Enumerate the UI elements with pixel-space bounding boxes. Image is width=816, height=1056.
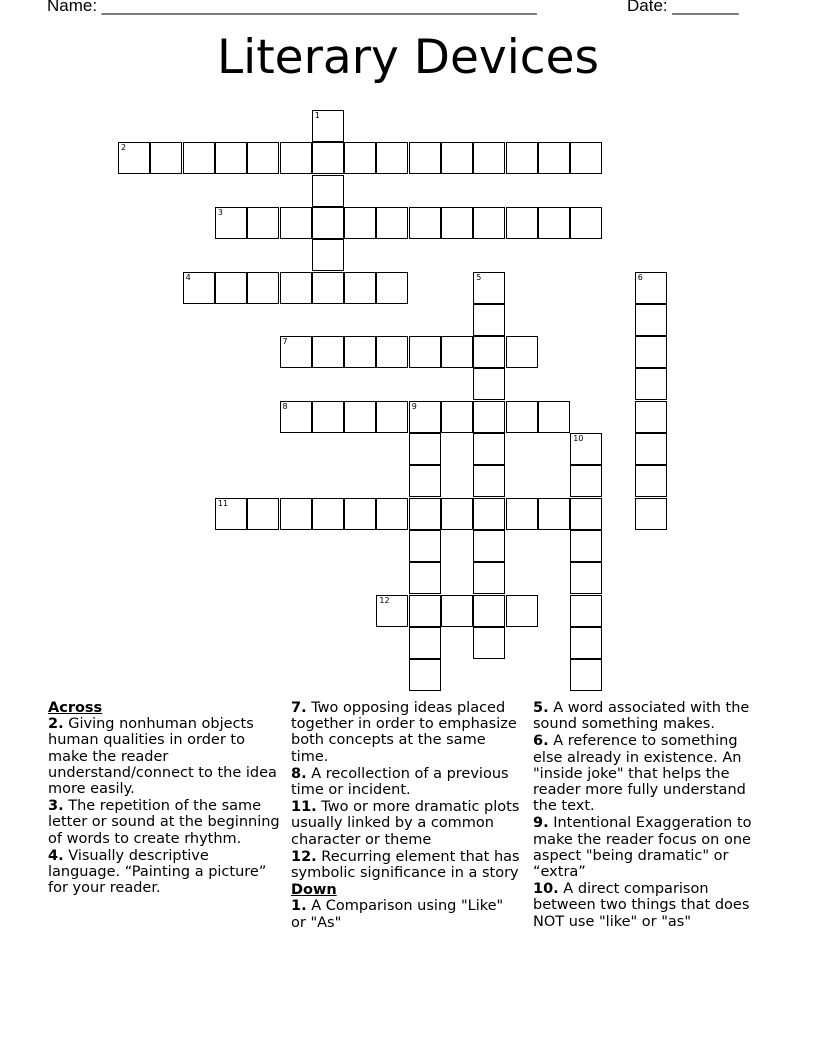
clue-column-1 (48, 700, 284, 897)
grid-cell[interactable] (409, 142, 441, 174)
grid-cell[interactable] (409, 336, 441, 368)
grid-cell[interactable] (409, 530, 441, 562)
grid-cell[interactable] (409, 562, 441, 594)
grid-cell[interactable] (280, 498, 312, 530)
cell-number: 1 (314, 111, 320, 120)
grid-cell[interactable] (312, 272, 344, 304)
grid-cell[interactable] (473, 627, 505, 659)
clue-across-8: 8. A recollection of a previous time or incident. (291, 765, 509, 799)
grid-cell[interactable] (441, 401, 473, 433)
grid-cell[interactable] (150, 142, 182, 174)
clue-across-7: 7. Two opposing ideas placed together in order to emphasize both concepts at the same time. (291, 700, 517, 765)
grid-cell[interactable] (409, 595, 441, 627)
grid-cell[interactable] (570, 433, 602, 465)
grid-cell[interactable] (312, 142, 344, 174)
grid-cell[interactable] (635, 401, 667, 433)
grid-cell[interactable] (570, 207, 602, 239)
clue-across-3: 3. The repetition of the same letter or sound at the beginning of words to create rhythm. (48, 798, 280, 847)
grid-cell[interactable] (312, 110, 344, 142)
grid-cell[interactable] (635, 498, 667, 530)
grid-cell[interactable] (570, 530, 602, 562)
page-title: Literary Devices (216, 30, 599, 85)
grid-cell[interactable] (409, 433, 441, 465)
clue-down-5: 5. A word associated with the sound something makes. (533, 700, 750, 733)
across-heading: Across (48, 700, 103, 716)
grid-cell[interactable] (280, 336, 312, 368)
grid-cell[interactable] (441, 207, 473, 239)
grid-cell[interactable] (183, 272, 215, 304)
grid-cell[interactable] (473, 595, 505, 627)
grid-cell[interactable] (409, 401, 441, 433)
grid-cell[interactable] (570, 142, 602, 174)
grid-cell[interactable] (441, 142, 473, 174)
grid-cell[interactable] (506, 498, 538, 530)
grid-cell[interactable] (570, 498, 602, 530)
clue-across-12: 12. Recurring element that has symbolic significance in a story (291, 848, 520, 882)
grid-cell[interactable] (215, 272, 247, 304)
grid-cell[interactable] (441, 336, 473, 368)
grid-cell[interactable] (473, 498, 505, 530)
cell-number: 7 (282, 337, 288, 347)
grid-cell[interactable] (570, 595, 602, 627)
grid-cell[interactable] (473, 433, 505, 465)
grid-cell[interactable] (215, 207, 247, 239)
name-field: Name: ______________________________________________ (47, 0, 537, 15)
grid-cell[interactable] (247, 498, 279, 530)
grid-cell[interactable] (635, 465, 667, 497)
cell-number: 5 (476, 272, 482, 282)
cell-number: 2 (121, 143, 127, 153)
grid-cell[interactable] (344, 336, 376, 368)
grid-cell[interactable] (635, 272, 667, 304)
clue-across-11: 11. Two or more dramatic plots usually linked by a common character or theme (291, 799, 520, 848)
grid-cell[interactable] (538, 142, 570, 174)
grid-cell[interactable] (570, 562, 602, 594)
grid-cell[interactable] (538, 207, 570, 239)
grid-cell[interactable] (570, 627, 602, 659)
grid-cell[interactable] (247, 272, 279, 304)
cell-number: 9 (411, 401, 417, 411)
clue-column-2 (291, 700, 521, 932)
grid-cell[interactable] (635, 336, 667, 368)
grid-cell[interactable] (183, 142, 215, 174)
grid-cell[interactable] (280, 207, 312, 239)
grid-cell[interactable] (280, 401, 312, 433)
grid-cell[interactable] (376, 272, 408, 304)
grid-cell[interactable] (344, 498, 376, 530)
clue-down-6: 6. A reference to something else already in existence. An "inside joke" that helps the reader more fully understand the text. (533, 733, 746, 815)
cell-number: 12 (379, 595, 390, 605)
grid-cell[interactable] (344, 142, 376, 174)
grid-cell[interactable] (312, 207, 344, 239)
grid-cell[interactable] (570, 465, 602, 497)
grid-cell[interactable] (473, 465, 505, 497)
grid-cell[interactable] (376, 498, 408, 530)
clue-column-3 (533, 700, 765, 931)
cell-number: 4 (185, 272, 191, 282)
grid-cell[interactable] (473, 304, 505, 336)
grid-cell[interactable] (473, 401, 505, 433)
grid-cell[interactable] (409, 207, 441, 239)
clue-down-10: 10. A direct comparison between two things that does NOT use "like" or "as" (533, 881, 750, 930)
grid-cell[interactable] (473, 272, 505, 304)
cell-number: 10 (573, 434, 584, 443)
grid-cell[interactable] (376, 401, 408, 433)
grid-cell[interactable] (312, 336, 344, 368)
grid-cell[interactable] (473, 368, 505, 400)
grid-cell[interactable] (118, 142, 150, 174)
grid-cell[interactable] (441, 595, 473, 627)
clue-across-2: 2. Giving nonhuman objects human qualities in order to make the reader understand/connect to the idea more easily. (48, 716, 277, 798)
grid-cell[interactable] (570, 659, 602, 691)
clue-down-9: 9. Intentional Exaggeration to make the reader focus on one aspect "being dramatic" or “extra” (533, 815, 752, 881)
grid-cell[interactable] (506, 401, 538, 433)
grid-cell[interactable] (376, 336, 408, 368)
down-heading: Down (291, 882, 337, 899)
grid-cell[interactable] (635, 433, 667, 465)
grid-cell[interactable] (409, 659, 441, 691)
grid-cell[interactable] (473, 562, 505, 594)
grid-cell[interactable] (538, 498, 570, 530)
grid-cell[interactable] (376, 207, 408, 239)
cell-number: 6 (637, 272, 643, 282)
grid-cell[interactable] (506, 142, 538, 174)
grid-cell[interactable] (635, 368, 667, 400)
cell-number: 11 (217, 498, 229, 508)
grid-cell[interactable] (473, 207, 505, 239)
grid-cell[interactable] (280, 272, 312, 304)
date-field: Date: _______ (627, 0, 739, 15)
grid-cell[interactable] (215, 142, 247, 174)
grid-cell[interactable] (473, 336, 505, 368)
grid-cell[interactable] (376, 595, 408, 627)
grid-cell[interactable] (312, 239, 344, 271)
grid-cell[interactable] (441, 498, 473, 530)
cell-number: 3 (217, 207, 223, 217)
grid-cell[interactable] (215, 498, 247, 530)
grid-cell[interactable] (344, 272, 376, 304)
grid-cell[interactable] (312, 401, 344, 433)
grid-cell[interactable] (280, 142, 312, 174)
grid-cell[interactable] (635, 304, 667, 336)
grid-cell[interactable] (247, 142, 279, 174)
cell-number: 8 (282, 401, 288, 411)
grid-cell[interactable] (409, 498, 441, 530)
grid-cell[interactable] (538, 401, 570, 433)
grid-cell[interactable] (247, 207, 279, 239)
grid-cell[interactable] (344, 401, 376, 433)
grid-cell[interactable] (376, 142, 408, 174)
grid-cell[interactable] (506, 336, 538, 368)
grid-cell[interactable] (409, 627, 441, 659)
grid-cell[interactable] (312, 175, 344, 207)
grid-cell[interactable] (344, 207, 376, 239)
clue-down-1: 1. A Comparison using "Like" or "As" (291, 898, 504, 931)
grid-cell[interactable] (506, 207, 538, 239)
grid-cell[interactable] (409, 465, 441, 497)
grid-cell[interactable] (312, 498, 344, 530)
grid-cell[interactable] (473, 530, 505, 562)
clue-across-4: 4. Visually descriptive language. “Painting a picture” for your reader. (48, 847, 267, 897)
grid-cell[interactable] (473, 142, 505, 174)
grid-cell[interactable] (506, 595, 538, 627)
